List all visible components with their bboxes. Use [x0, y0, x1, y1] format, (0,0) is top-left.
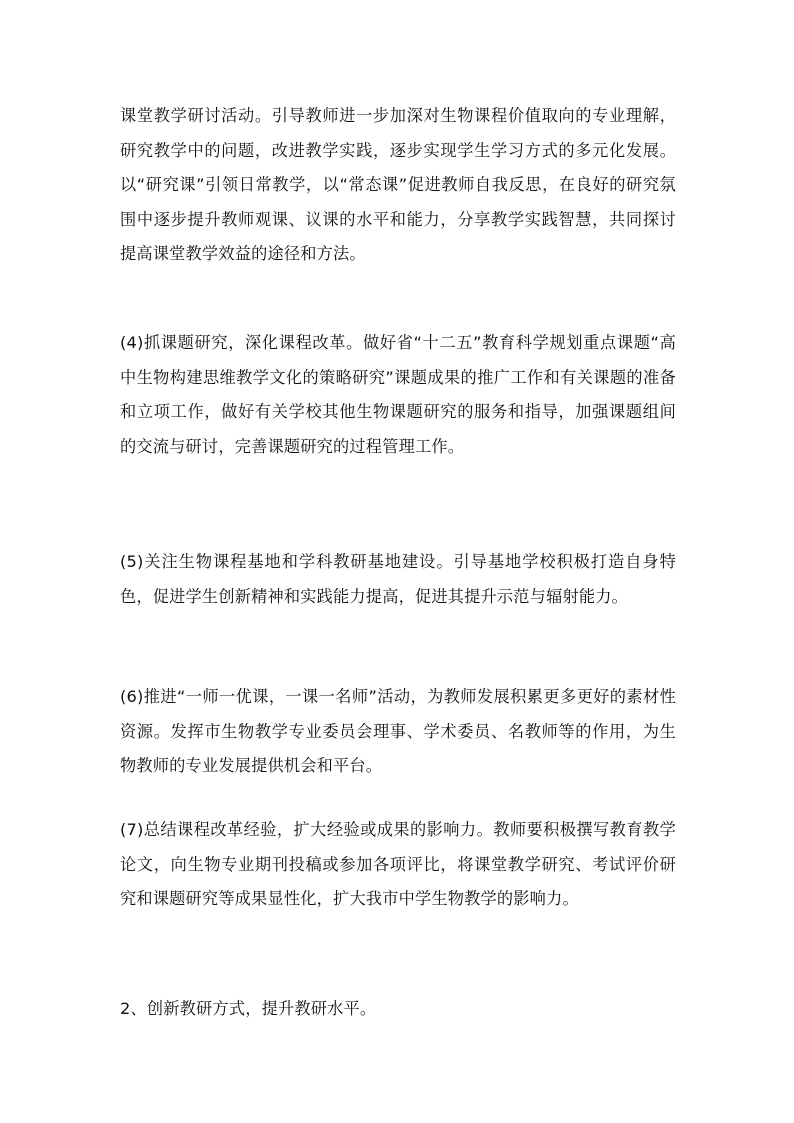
paragraph-item-4: (4)抓课题研究，深化课程改革。做好省“十二五”教育科学规划重点课题“高中生物构建思维教学文化的策略研究”课题成果的推广工作和有关课题的准备和立项工作，做好有关学校其他生物课题研究的服务和指导，加强课题组间的交流与研讨，完善课题研究的过程管理工作。: [120, 333, 676, 456]
paragraph-item-5: (5)关注生物课程基地和学科教研基地建设。引导基地学校积极打造自身特色，促进学生创新精神和实践能力提高，促进其提升示范与辐射能力。: [120, 552, 676, 606]
paragraph-classroom-research: 课堂教学研讨活动。引导教师进一步加深对生物课程价值取向的专业理解，研究教学中的问题，改进教学实践，逐步实现学生学习方式的多元化发展。以“研究课”引领日常教学，以“常态课”促进教师自我反思，在良好的研究氛围中逐步提升教师观课、议课的水平和能力，分享教学实践智慧，共同探讨提高课堂教学效益的途径和方法。: [120, 106, 676, 264]
section-heading-2: 2、创新教研方式，提升教研水平。: [120, 999, 377, 1018]
paragraph-item-7: (7)总结课程改革经验，扩大经验或成果的影响力。教师要积极撰写教育教学论文，向生物专业期刊投稿或参加各项评比，将课堂教学研究、考试评价研究和课题研究等成果显性化，扩大我市中学生物教学的影响力。: [120, 820, 676, 909]
paragraph-item-6: (6)推进“一师一优课，一课一名师”活动，为教师发展积累更多更好的素材性资源。发挥市生物教学专业委员会理事、学术委员、名教师等的作用，为生物教师的专业发展提供机会和平台。: [120, 687, 676, 776]
